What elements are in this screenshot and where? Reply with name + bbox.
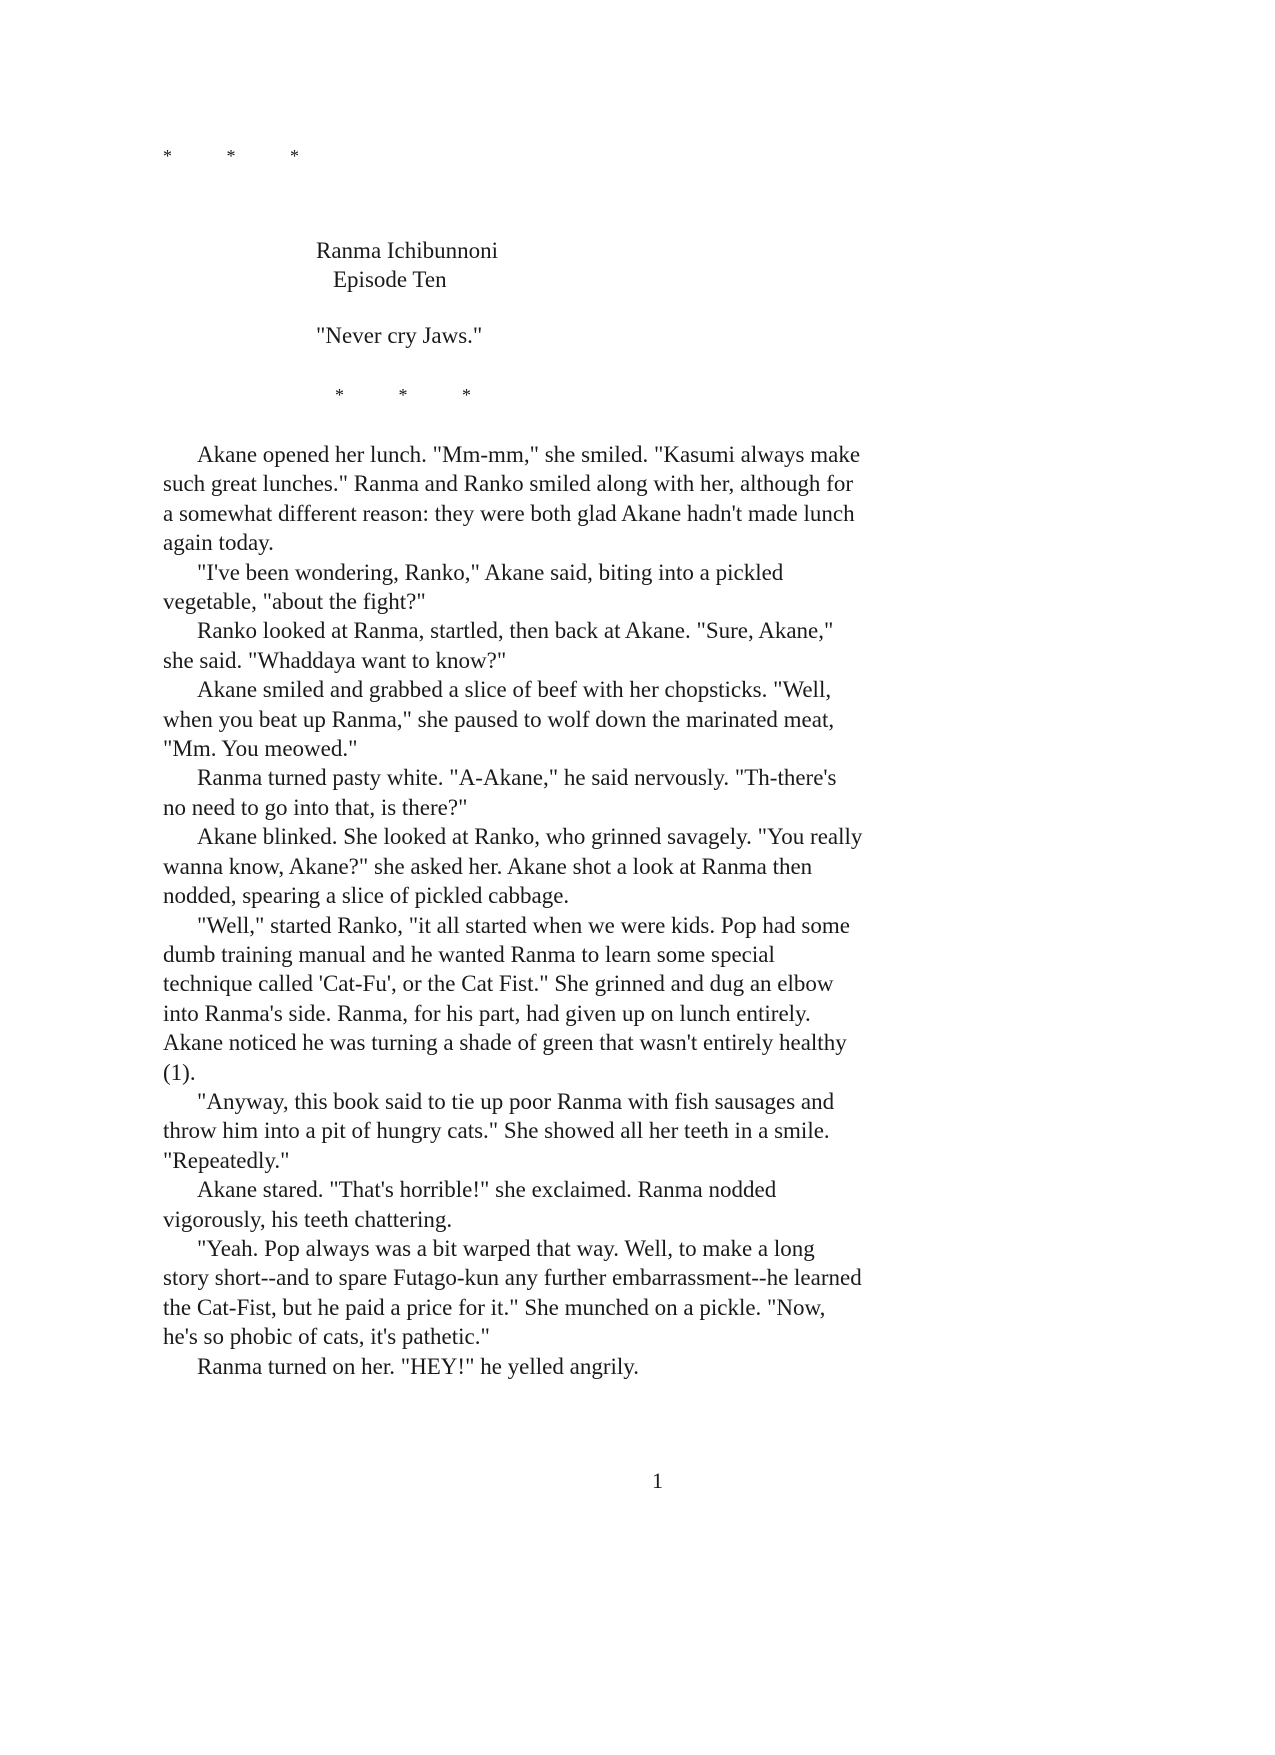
paragraph: Akane stared. "That's horrible!" she exclaimed. Ranma nodded vigorously, his teeth chattering. [163, 1177, 777, 1232]
paragraph: "I've been wondering, Ranko," Akane said, biting into a pickled vegetable, "about the fight?" [163, 559, 784, 615]
section-separator-top: * * * [163, 146, 324, 166]
story-title: Ranma Ichibunnoni [316, 238, 499, 263]
page-number: 1 [652, 1468, 663, 1493]
story-header [316, 236, 498, 294]
section-separator-mid: * * * [335, 385, 496, 405]
paragraph: "Well," started Ranko, "it all started when we were kids. Pop had some dumb training manual and he wanted Ranma to learn some special technique called 'Cat-Fu', or the Cat Fist." She grinned and dug an elbow into Ranma's side. Ranma, for his part, had given up on lunch entirely. Akane noticed he was turning a shade of green that wasn't entirely healthy (1). [163, 912, 850, 1085]
episode-number: Episode Ten [333, 267, 447, 292]
paragraph: Akane blinked. She looked at Ranko, who grinned savagely. "You really wanna know, Akane?" she asked her. Akane shot a look at Ranma then nodded, spearing a slice of pickled cabbage. [163, 824, 863, 909]
paragraph: Akane opened her lunch. "Mm-mm," she smiled. "Kasumi always make such great lunches." Ranma and Ranko smiled along with her, although for a somewhat different reason: they were both glad Akane hadn't made lunch again today. [163, 442, 861, 556]
paragraph: Ranma turned pasty white. "A-Akane," he said nervously. "Th-there's no need to go into that, is there?" [163, 765, 837, 820]
paragraph: Ranma turned on her. "HEY!" he yelled angrily. [197, 1353, 640, 1379]
story-body [163, 440, 863, 1381]
paragraph: "Yeah. Pop always was a bit warped that way. Well, to make a long story short--and to spare Futago-kun any further embarrassment--he learned the Cat-Fist, but he paid a price for it." She munched on a pickle. "Now, he's so phobic of cats, it's pathetic." [163, 1235, 862, 1350]
paragraph: Akane smiled and grabbed a slice of beef with her chopsticks. "Well, when you beat up Ranma," she paused to wolf down the marinated meat, "Mm. You meowed." [163, 677, 835, 762]
episode-title: "Never cry Jaws." [316, 323, 483, 348]
paragraph: "Anyway, this book said to tie up poor Ranma with fish sausages and throw him into a pit of hungry cats." She showed all her teeth in a smile. "Repeatedly." [163, 1088, 835, 1173]
paragraph: Ranko looked at Ranma, startled, then back at Akane. "Sure, Akane," she said. "Whaddaya want to know?" [163, 618, 834, 673]
